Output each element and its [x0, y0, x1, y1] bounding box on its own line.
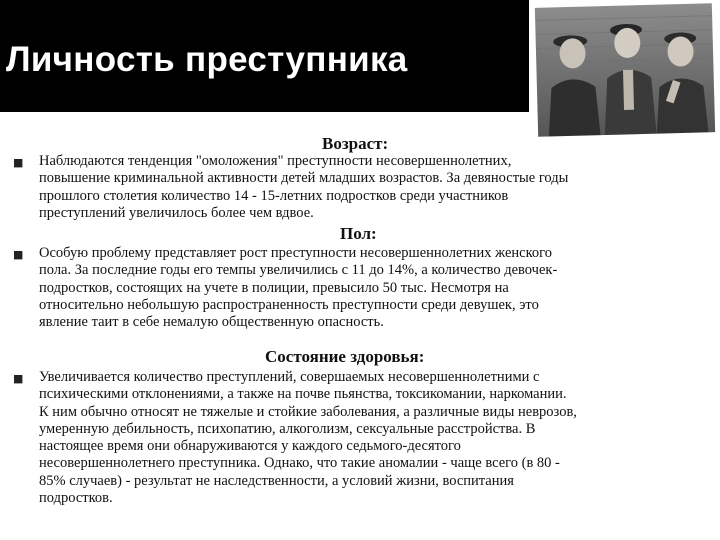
square-bullet-icon: ■	[13, 248, 24, 261]
heading-health: Состояние здоровья:	[265, 347, 425, 366]
paragraph-age	[39, 153, 568, 222]
text-line: несовершеннолетнего преступника. Однако, что такие аномалии - чаще всего (в 80 -	[39, 455, 560, 472]
text-line: явление таит в себе немалую общественную опасность.	[39, 314, 384, 331]
photo-boys-smoking	[529, 0, 720, 140]
text-line: пола. За последние годы его темпы увеличились с 11 до 14%, а количество девочек-	[39, 262, 558, 279]
text-line: настоящее время они обнаруживаются у каждого седьмого-десятого	[39, 438, 461, 455]
text-line: умеренную дебильность, психопатию, алкоголизм, сексуальные расстройства. В	[39, 420, 536, 437]
heading-age: Возраст:	[322, 134, 389, 153]
heading-gender: Пол:	[340, 224, 377, 243]
text-line: относительно небольшую распространенность преступности среди девушек, это	[39, 296, 539, 313]
text-line: Особую проблему представляет рост преступности несовершеннолетних женского	[39, 245, 552, 261]
text-line: прошлого столетия количество 14 - 15-летних подростков среди участников	[39, 187, 509, 204]
text-line: Увеличивается количество преступлений, совершаемых несовершеннолетними с	[39, 369, 540, 385]
text-line: 85% случаев) - результат не наследственности, а условий жизни, воспитания	[39, 472, 514, 489]
text-line: подростков, состоящих на учете в полиции, превысило 50 тыс. Несмотря на	[39, 279, 509, 296]
text-line: К ним обычно относят не тяжелые и стойкие заболевания, а различные виды неврозов,	[39, 403, 577, 420]
paragraph-health	[39, 369, 577, 507]
square-bullet-icon: ■	[13, 156, 24, 169]
text-line: Наблюдаются тенденция "омоложения" преступности несовершеннолетних,	[39, 153, 512, 169]
slide-title: Личность преступника	[6, 40, 408, 79]
paragraph-gender	[39, 245, 557, 331]
square-bullet-icon: ■	[13, 372, 24, 385]
text-line: преступлений увеличилось более чем вдвое.	[39, 204, 314, 221]
text-line: психическими отклонениями, а также на почве пьянства, токсикомании, наркомании.	[39, 386, 567, 403]
text-line: подростков.	[39, 490, 113, 507]
text-line: повышение криминальной активности детей младших возрастов. За девяностые годы	[39, 170, 569, 187]
